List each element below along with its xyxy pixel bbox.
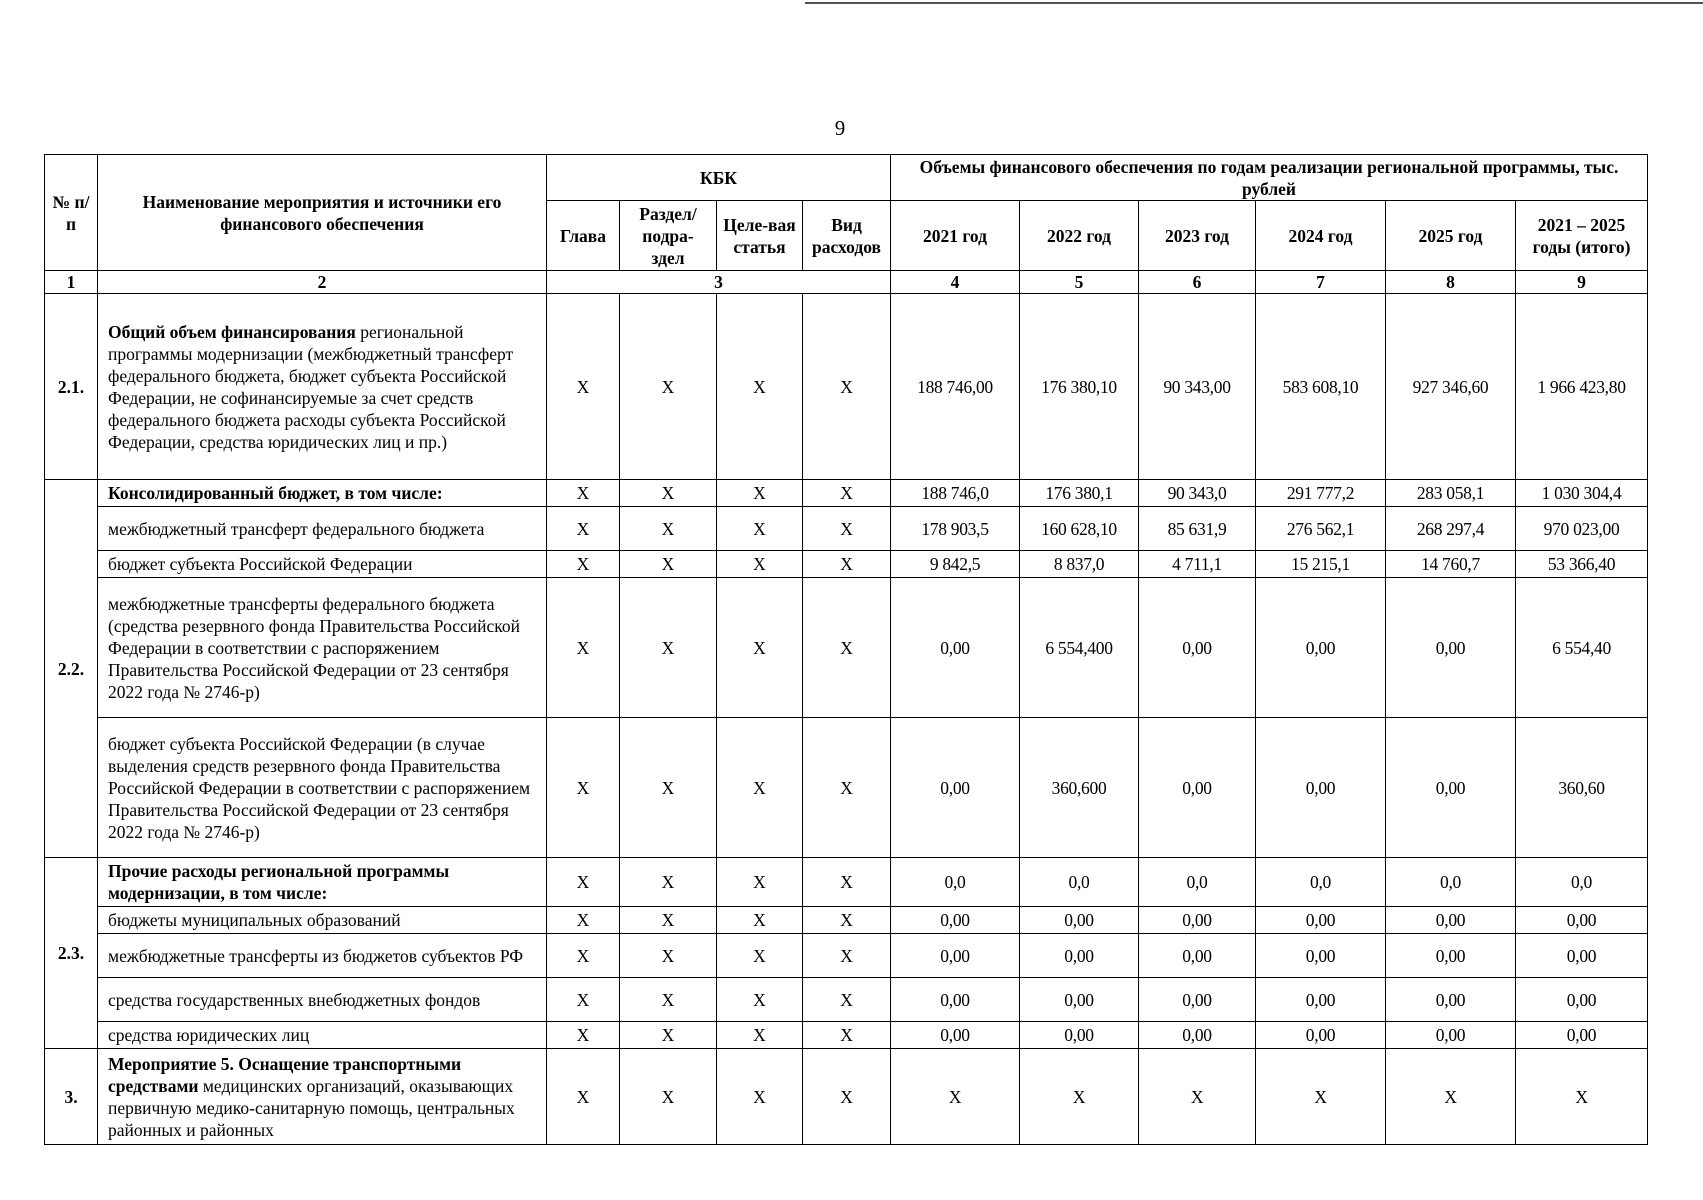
row-name-text: средства юридических лиц	[108, 1025, 310, 1045]
kbk-cell: Х	[803, 294, 891, 480]
table-row	[45, 507, 1648, 551]
row-name-bold: Консолидированный бюджет, в том числе:	[108, 483, 443, 503]
column-index: 7	[1256, 271, 1386, 294]
value-cell: 14 760,7	[1386, 551, 1516, 578]
kbk-cell: Х	[620, 907, 717, 934]
header-year-2025: 2025 год	[1386, 201, 1516, 271]
column-index: 5	[1020, 271, 1139, 294]
value-cell: 0,00	[891, 1022, 1020, 1049]
kbk-cell: Х	[620, 507, 717, 551]
value-cell: 0,00	[1256, 1022, 1386, 1049]
table-row	[45, 480, 1648, 507]
kbk-cell: Х	[803, 1022, 891, 1049]
value-cell: 15 215,1	[1256, 551, 1386, 578]
header-kbk-vid: Вид расходов	[803, 201, 891, 271]
value-cell: 0,00	[1386, 978, 1516, 1022]
header-name: Наименование мероприятия и источники его финансового обеспечения	[98, 155, 547, 271]
column-index: 8	[1386, 271, 1516, 294]
value-cell: Х	[1020, 1049, 1139, 1145]
kbk-cell: Х	[620, 480, 717, 507]
value-cell: 188 746,00	[891, 294, 1020, 480]
kbk-cell: Х	[547, 934, 620, 978]
header-year-2024: 2024 год	[1256, 201, 1386, 271]
kbk-cell: Х	[717, 480, 803, 507]
financing-table	[44, 154, 1648, 1145]
kbk-cell: Х	[547, 907, 620, 934]
kbk-cell: Х	[547, 551, 620, 578]
value-cell: 9 842,5	[891, 551, 1020, 578]
value-cell: 0,00	[1256, 934, 1386, 978]
value-cell: 6 554,40	[1516, 578, 1648, 718]
value-cell: 4 711,1	[1139, 551, 1256, 578]
header-kbk-statya: Целе-вая статья	[717, 201, 803, 271]
row-number: 3.	[45, 1049, 98, 1145]
kbk-cell: Х	[717, 907, 803, 934]
value-cell: 360,60	[1516, 718, 1648, 858]
header-volumes: Объемы финансового обеспечения по годам реализации региональной программы, тыс. рублей	[891, 155, 1648, 201]
row-name-text: медицинских организаций, оказывающих первичную медико-санитарную помощь, центральных районных и районных	[108, 1075, 515, 1140]
row-name-bold: Мероприятие 5. Оснащение транспортными средствами	[108, 1053, 462, 1096]
table-row	[45, 718, 1648, 858]
value-cell: 0,00	[891, 934, 1020, 978]
table-row	[45, 294, 1648, 480]
kbk-cell: Х	[547, 507, 620, 551]
kbk-cell: Х	[803, 907, 891, 934]
value-cell: 0,00	[891, 718, 1020, 858]
kbk-cell: Х	[803, 1049, 891, 1145]
value-cell: 0,00	[1020, 907, 1139, 934]
column-index: 4	[891, 271, 1020, 294]
value-cell: 0,00	[1516, 1022, 1648, 1049]
value-cell: 0,00	[891, 907, 1020, 934]
value-cell: 176 380,1	[1020, 480, 1139, 507]
value-cell: 0,00	[1139, 1022, 1256, 1049]
table-row	[45, 1022, 1648, 1049]
value-cell: 0,00	[1256, 578, 1386, 718]
value-cell: Х	[891, 1049, 1020, 1145]
kbk-cell: Х	[620, 294, 717, 480]
column-index: 9	[1516, 271, 1648, 294]
value-cell: 8 837,0	[1020, 551, 1139, 578]
value-cell: 0,00	[1386, 1022, 1516, 1049]
kbk-cell: Х	[547, 718, 620, 858]
kbk-cell: Х	[717, 858, 803, 907]
kbk-cell: Х	[717, 1022, 803, 1049]
column-index: 3	[547, 271, 891, 294]
row-name-bold: Прочие расходы региональной программы модернизации, в том числе:	[108, 861, 450, 903]
header-kbk-razdel: Раздел/ подра-здел	[620, 201, 717, 271]
row-name	[98, 294, 547, 480]
column-index: 1	[45, 271, 98, 294]
kbk-cell: Х	[717, 718, 803, 858]
row-name	[98, 978, 547, 1022]
value-cell: 0,00	[1139, 978, 1256, 1022]
row-name	[98, 480, 547, 507]
value-cell: 0,00	[1516, 907, 1648, 934]
value-cell: 0,0	[1516, 858, 1648, 907]
kbk-cell: Х	[803, 978, 891, 1022]
row-number: 2.1.	[45, 294, 98, 480]
row-name	[98, 934, 547, 978]
value-cell: 0,00	[1386, 578, 1516, 718]
row-name-text: бюджет субъекта Российской Федерации	[108, 554, 413, 574]
table-row	[45, 858, 1648, 907]
table-row	[45, 907, 1648, 934]
header-kbk: КБК	[547, 155, 891, 201]
kbk-cell: Х	[620, 1049, 717, 1145]
row-name-text: средства государственных внебюджетных фондов	[108, 989, 481, 1010]
row-name-text: межбюджетный трансферт федерального бюджета	[108, 518, 485, 539]
row-name	[98, 858, 547, 907]
value-cell: 0,00	[1386, 907, 1516, 934]
value-cell: 0,00	[1516, 934, 1648, 978]
row-name	[98, 578, 547, 718]
kbk-cell: Х	[717, 934, 803, 978]
row-name-text: бюджет субъекта Российской Федерации (в случае выделения средств резервного фонда Правительства Российской Федерации в соответствии с распоряжением Правительства Российской Федерации от 23 сентября 2022 года № 2746-р)	[108, 733, 531, 842]
value-cell: 0,00	[1020, 978, 1139, 1022]
value-cell: 53 366,40	[1516, 551, 1648, 578]
value-cell: 970 023,00	[1516, 507, 1648, 551]
kbk-cell: Х	[717, 294, 803, 480]
kbk-cell: Х	[547, 480, 620, 507]
kbk-cell: Х	[803, 551, 891, 578]
kbk-cell: Х	[803, 480, 891, 507]
column-index: 6	[1139, 271, 1256, 294]
kbk-cell: Х	[547, 578, 620, 718]
value-cell: 0,00	[891, 578, 1020, 718]
value-cell: 6 554,400	[1020, 578, 1139, 718]
value-cell: 283 058,1	[1386, 480, 1516, 507]
value-cell: Х	[1139, 1049, 1256, 1145]
kbk-cell: Х	[803, 718, 891, 858]
kbk-cell: Х	[547, 1022, 620, 1049]
value-cell: 0,00	[1386, 934, 1516, 978]
value-cell: 268 297,4	[1386, 507, 1516, 551]
value-cell: 0,00	[1139, 718, 1256, 858]
value-cell: 188 746,0	[891, 480, 1020, 507]
value-cell: 276 562,1	[1256, 507, 1386, 551]
kbk-cell: Х	[717, 507, 803, 551]
value-cell: 90 343,0	[1139, 480, 1256, 507]
kbk-cell: Х	[547, 858, 620, 907]
value-cell: 0,00	[1139, 907, 1256, 934]
table-row	[45, 1049, 1648, 1145]
value-cell: Х	[1386, 1049, 1516, 1145]
value-cell: 0,00	[1139, 934, 1256, 978]
value-cell: 0,00	[1256, 718, 1386, 858]
kbk-cell: Х	[620, 578, 717, 718]
value-cell: 176 380,10	[1020, 294, 1139, 480]
row-name-text: региональной программы модернизации (межбюджетный трансферт федерального бюджета, бюджет субъекта Российской Федерации, не софинансируемые за счет средств федерального бюджета расходы субъекта Российской Федерации, средства юридических лиц и пр.)	[108, 321, 514, 452]
row-name-text: межбюджетные трансферты из бюджетов субъектов РФ	[108, 945, 524, 966]
header-year-2021: 2021 год	[891, 201, 1020, 271]
value-cell: 0,00	[1020, 1022, 1139, 1049]
kbk-cell: Х	[803, 858, 891, 907]
value-cell: 0,0	[1386, 858, 1516, 907]
value-cell: Х	[1516, 1049, 1648, 1145]
column-index: 2	[98, 271, 547, 294]
row-name	[98, 507, 547, 551]
column-index-row	[45, 271, 1648, 294]
kbk-cell: Х	[717, 978, 803, 1022]
value-cell: 583 608,10	[1256, 294, 1386, 480]
value-cell: 0,00	[1386, 718, 1516, 858]
value-cell: 0,00	[1256, 978, 1386, 1022]
row-name	[98, 1049, 547, 1145]
value-cell: 160 628,10	[1020, 507, 1139, 551]
value-cell: 0,0	[1139, 858, 1256, 907]
value-cell: 0,0	[1020, 858, 1139, 907]
value-cell: 0,00	[891, 978, 1020, 1022]
value-cell: 291 777,2	[1256, 480, 1386, 507]
value-cell: 927 346,60	[1386, 294, 1516, 480]
row-number: 2.3.	[45, 858, 98, 1049]
row-name-bold: Общий объем финансирования	[108, 321, 356, 342]
scan-top-border-line	[805, 2, 1703, 4]
kbk-cell: Х	[803, 507, 891, 551]
value-cell: 0,00	[1256, 907, 1386, 934]
value-cell: 0,0	[1256, 858, 1386, 907]
kbk-cell: Х	[620, 718, 717, 858]
table-row	[45, 551, 1648, 578]
row-name	[98, 1022, 547, 1049]
header-num: № п/п	[45, 155, 98, 271]
value-cell: 0,00	[1516, 978, 1648, 1022]
kbk-cell: Х	[620, 934, 717, 978]
kbk-cell: Х	[803, 934, 891, 978]
kbk-cell: Х	[620, 858, 717, 907]
value-cell: 1 966 423,80	[1516, 294, 1648, 480]
header-year-2022: 2022 год	[1020, 201, 1139, 271]
row-name-text: межбюджетные трансферты федерального бюджета (средства резервного фонда Правительства Российской Федерации в соответствии с распоряжением Правительства Российской Федерации от 23 сентября 2022 года № 2746-р)	[108, 593, 521, 702]
row-number: 2.2.	[45, 480, 98, 858]
value-cell: 360,600	[1020, 718, 1139, 858]
row-name	[98, 718, 547, 858]
value-cell: 0,0	[891, 858, 1020, 907]
table-row	[45, 934, 1648, 978]
page-number: 9	[834, 116, 846, 140]
header-year-total: 2021 – 2025 годы (итого)	[1516, 201, 1648, 271]
kbk-cell: Х	[717, 551, 803, 578]
table-row	[45, 578, 1648, 718]
header-year-2023: 2023 год	[1139, 201, 1256, 271]
header-row-1	[45, 155, 1648, 201]
value-cell: 90 343,00	[1139, 294, 1256, 480]
value-cell: 0,00	[1020, 934, 1139, 978]
kbk-cell: Х	[547, 1049, 620, 1145]
kbk-cell: Х	[620, 1022, 717, 1049]
kbk-cell: Х	[547, 294, 620, 480]
table-row	[45, 978, 1648, 1022]
row-name	[98, 907, 547, 934]
kbk-cell: Х	[717, 578, 803, 718]
value-cell: 85 631,9	[1139, 507, 1256, 551]
kbk-cell: Х	[547, 978, 620, 1022]
value-cell: Х	[1256, 1049, 1386, 1145]
kbk-cell: Х	[620, 551, 717, 578]
row-name	[98, 551, 547, 578]
row-name-text: бюджеты муниципальных образований	[108, 910, 401, 930]
value-cell: 0,00	[1139, 578, 1256, 718]
value-cell: 1 030 304,4	[1516, 480, 1648, 507]
kbk-cell: Х	[717, 1049, 803, 1145]
kbk-cell: Х	[803, 578, 891, 718]
kbk-cell: Х	[620, 978, 717, 1022]
value-cell: 178 903,5	[891, 507, 1020, 551]
header-kbk-glava: Глава	[547, 201, 620, 271]
